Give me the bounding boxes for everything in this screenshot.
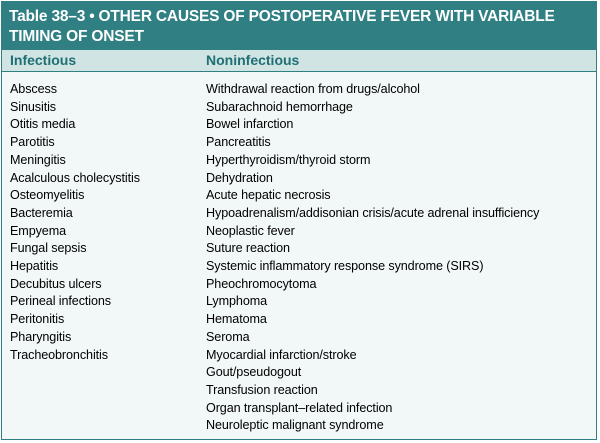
list-item: Lymphoma bbox=[206, 294, 268, 309]
list-item: Meningitis bbox=[10, 152, 66, 167]
list-item: Empyema bbox=[10, 223, 66, 238]
list-item: Systemic inflammatory response syndrome (SIRS) bbox=[206, 259, 484, 274]
list-item: Peritonitis bbox=[10, 312, 65, 327]
column-header-row bbox=[2, 50, 596, 72]
list-item: Seroma bbox=[206, 329, 250, 344]
list-item: Transfusion reaction bbox=[206, 382, 318, 397]
list-item: Tracheobronchitis bbox=[10, 347, 108, 362]
list-item: Bacteremia bbox=[10, 205, 73, 220]
list-item: Withdrawal reaction from drugs/alcohol bbox=[206, 82, 420, 96]
list-item: Abscess bbox=[10, 82, 57, 96]
list-item: Pancreatitis bbox=[206, 135, 271, 150]
list-item: Otitis media bbox=[10, 117, 76, 132]
list-item: Gout/pseudogout bbox=[206, 365, 302, 380]
list-item: Acalculous cholecystitis bbox=[10, 170, 140, 185]
list-item: Perineal infections bbox=[10, 294, 112, 309]
list-item: Neoplastic fever bbox=[206, 223, 295, 238]
list-item: Organ transplant–related infection bbox=[206, 400, 393, 415]
list-item: Hepatitis bbox=[10, 259, 59, 274]
list-item: Osteomyelitis bbox=[10, 188, 85, 203]
column-header-noninfectious: Noninfectious bbox=[206, 52, 300, 68]
list-item: Hyperthyroidism/thyroid storm bbox=[206, 152, 371, 167]
table-title: Table 38–3 • OTHER CAUSES OF POSTOPERATIVE FEVER WITH VARIABLE TIMING OF ONSET bbox=[2, 2, 596, 50]
list-item: Sinusitis bbox=[10, 99, 56, 114]
list-item: Subarachnoid hemorrhage bbox=[206, 99, 353, 114]
list-item: Suture reaction bbox=[206, 241, 290, 256]
list-item: Pharyngitis bbox=[10, 329, 72, 344]
list-item: Pheochromocytoma bbox=[206, 276, 317, 291]
causes-table bbox=[1, 1, 597, 440]
infectious-list bbox=[10, 81, 195, 364]
list-item: Fungal sepsis bbox=[10, 241, 87, 256]
list-item: Parotitis bbox=[10, 135, 55, 150]
table-body bbox=[2, 72, 596, 439]
column-header-infectious: Infectious bbox=[10, 52, 77, 68]
list-item: Bowel infarction bbox=[206, 117, 294, 132]
list-item: Acute hepatic necrosis bbox=[206, 188, 331, 203]
list-item: Hematoma bbox=[206, 312, 267, 327]
noninfectious-list bbox=[206, 81, 596, 435]
list-item: Dehydration bbox=[206, 170, 273, 185]
list-item: Myocardial infarction/stroke bbox=[206, 347, 357, 362]
list-item: Decubitus ulcers bbox=[10, 276, 102, 291]
list-item: Hypoadrenalism/addisonian crisis/acute adrenal insufficiency bbox=[206, 205, 540, 220]
list-item: Neuroleptic malignant syndrome bbox=[206, 418, 384, 433]
